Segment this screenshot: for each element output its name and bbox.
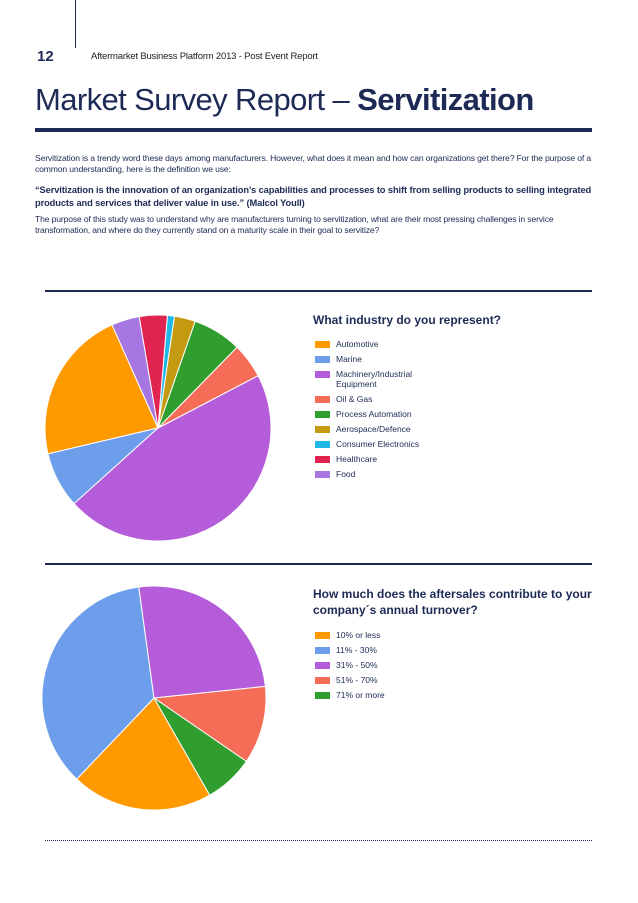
page-title-bold: Servitization: [357, 82, 534, 117]
legend-swatch: [315, 441, 330, 448]
legend-swatch: [315, 341, 330, 348]
legend-swatch: [315, 677, 330, 684]
legend-item: [315, 439, 446, 449]
legend-label: Food: [336, 469, 356, 479]
legend-swatch: [315, 411, 330, 418]
intro-paragraph: Servitization is a trendy word these days among manufacturers. However, what does it mean and how can organizations get there? For the purpose of a common understanding, here is the definition we use:: [35, 153, 591, 174]
legend-item: [315, 645, 446, 655]
turnover-chart-title: How much does the aftersales contribute to your company´s annual turnover?: [313, 587, 592, 617]
legend-item: [315, 394, 446, 404]
legend-label: Consumer Electronics: [336, 439, 420, 449]
header-vertical-rule: [75, 0, 76, 48]
legend-item: [315, 369, 446, 389]
legend-label: 31% - 50%: [336, 660, 378, 670]
legend-item: [315, 660, 446, 670]
legend-swatch: [315, 662, 330, 669]
title-rule: [35, 128, 592, 132]
legend-label: Healthcare: [336, 454, 378, 464]
legend-item: [315, 354, 446, 364]
legend-label: Automotive: [336, 339, 379, 349]
pie-slice-31-50: [139, 586, 266, 698]
legend-label: Aerospace/Defence: [336, 424, 411, 434]
page-title-light: Market Survey Report –: [35, 82, 358, 117]
turnover-legend: [315, 630, 446, 705]
industry-chart-title: What industry do you represent?: [313, 313, 502, 327]
legend-swatch: [315, 471, 330, 478]
chart2-top-rule: [45, 563, 592, 565]
legend-label: 51% - 70%: [336, 675, 378, 685]
definition-quote: “Servitization is the innovation of an organization’s capabilities and processes to shift from selling products to selling integrated products and services that deliver value in use.” (Malcol Youll): [35, 185, 592, 208]
legend-swatch: [315, 647, 330, 654]
legend-label: Marine: [336, 354, 362, 364]
legend-swatch: [315, 356, 330, 363]
header-title: Aftermarket Business Platform 2013 - Post Event Report: [91, 51, 318, 62]
turnover-pie-chart: [40, 580, 270, 812]
industry-legend: [315, 339, 446, 484]
legend-item: [315, 469, 446, 479]
legend-label: Process Automation: [336, 409, 412, 419]
legend-item: [315, 630, 446, 640]
legend-swatch: [315, 632, 330, 639]
legend-label: 10% or less: [336, 630, 381, 640]
legend-item: [315, 409, 446, 419]
legend-label: 11% - 30%: [336, 645, 377, 655]
legend-label: Oil & Gas: [336, 394, 373, 404]
legend-label: 71% or more: [336, 690, 385, 700]
legend-item: [315, 675, 446, 685]
legend-swatch: [315, 692, 330, 699]
page-number: 12: [37, 48, 54, 65]
legend-swatch: [315, 426, 330, 433]
chart1-top-rule: [45, 290, 592, 292]
legend-swatch: [315, 371, 330, 378]
purpose-paragraph: The purpose of this study was to understand why are manufacturers turning to servitization, what are their most pressing challenges in service transformation, and where do they currently stand on a maturity scale in their goal to servitize?: [35, 214, 554, 235]
industry-pie-chart: [40, 312, 276, 544]
legend-item: [315, 424, 446, 434]
legend-item: [315, 454, 446, 464]
legend-item: [315, 690, 446, 700]
legend-label: Machinery/Industrial Equipment: [336, 369, 413, 389]
legend-swatch: [315, 456, 330, 463]
legend-swatch: [315, 396, 330, 403]
page-title: [35, 82, 534, 118]
bottom-dotted-rule: [45, 840, 592, 841]
legend-item: [315, 339, 446, 349]
